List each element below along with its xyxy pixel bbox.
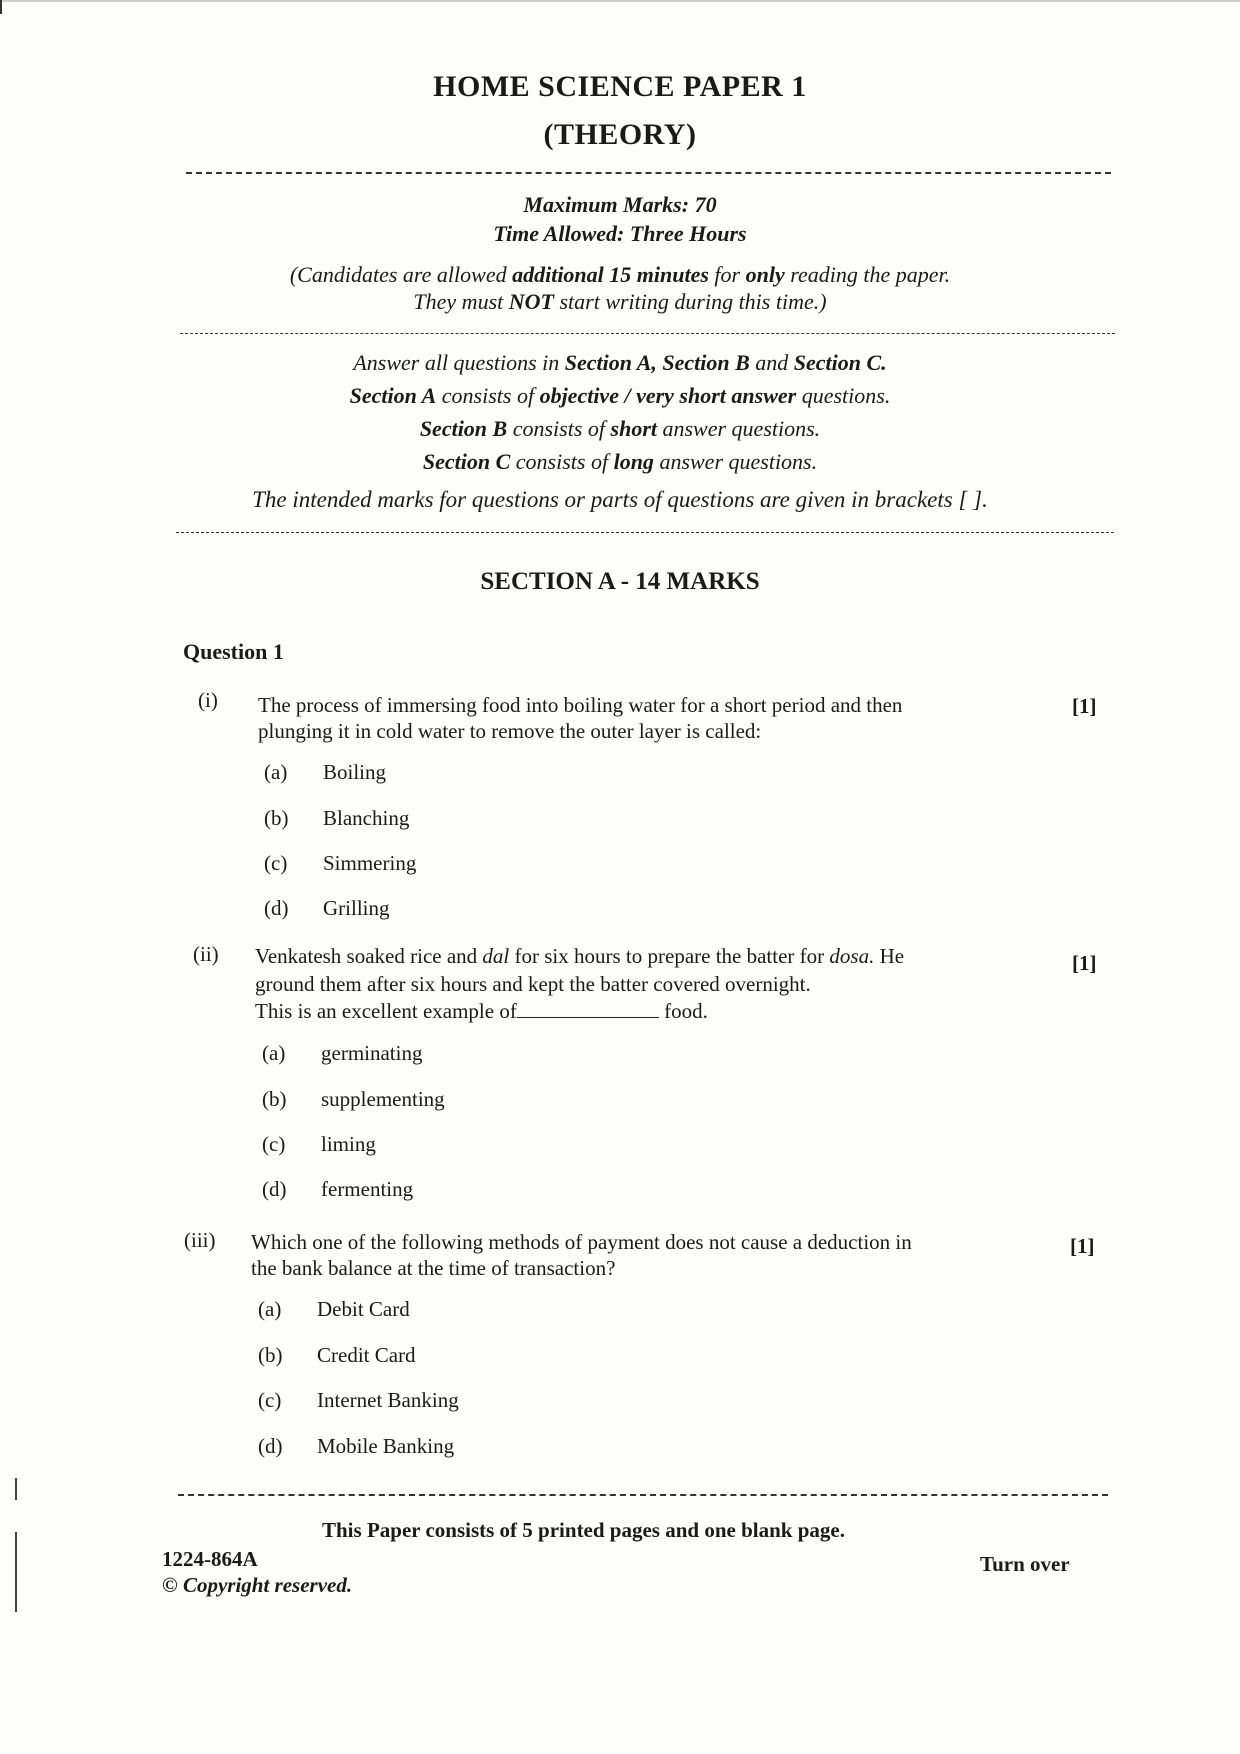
reading-time-line-2 xyxy=(0,289,1240,315)
reading-text-g: NOT xyxy=(508,289,554,314)
instr-3a: Section B xyxy=(419,416,508,441)
part-iii-line-2: the bank balance at the time of transaction? xyxy=(251,1256,616,1280)
option-text: fermenting xyxy=(321,1177,414,1201)
instr-2a: Section A xyxy=(349,383,437,408)
reading-text-a: (Candidates are allowed xyxy=(289,262,513,287)
option-text: Internet Banking xyxy=(317,1388,459,1412)
option-label: (a) xyxy=(258,1297,282,1321)
option-label: (a) xyxy=(262,1041,286,1065)
reading-text-h: start writing during this time.) xyxy=(553,289,827,314)
instr-2d: questions. xyxy=(796,383,891,408)
option-text: supplementing xyxy=(321,1087,445,1111)
instr-1b: Section A, Section B xyxy=(564,350,750,375)
max-marks: Maximum Marks: 70 xyxy=(523,192,717,217)
part-ii-text-f: This is an excellent example of xyxy=(255,999,517,1023)
part-i-line-1: The process of immersing food into boiling water for a short period and then xyxy=(258,693,903,717)
part-ii-line-2: ground them after six hours and kept the batter covered overnight. xyxy=(255,972,811,996)
option-label: (d) xyxy=(258,1434,283,1458)
option-label: (d) xyxy=(262,1177,287,1201)
part-i-number: (i) xyxy=(198,688,218,712)
reading-text-c: for xyxy=(708,262,746,287)
instr-2c: objective / very short answer xyxy=(539,383,797,408)
part-ii-marks: [1] xyxy=(1072,951,1097,975)
option-label: (c) xyxy=(258,1388,282,1412)
reading-text-f: They must xyxy=(413,289,509,314)
part-ii-text-dosa: dosa. xyxy=(829,944,875,968)
option-text: Boiling xyxy=(323,760,387,784)
instr-1d: Section C. xyxy=(793,350,887,375)
option-text: Simmering xyxy=(323,851,417,875)
part-ii-number: (ii) xyxy=(193,942,219,966)
instruction-5: The intended marks for questions or parts of questions are given in brackets [ ]. xyxy=(252,487,988,512)
part-iii-line-1: Which one of the following methods of payment does not cause a deduction in xyxy=(251,1230,912,1254)
divider-1 xyxy=(186,172,1111,174)
divider-3 xyxy=(176,532,1114,533)
option-text: Blanching xyxy=(323,806,410,830)
part-ii-text-c: for six hours to prepare the batter for xyxy=(509,944,830,968)
part-i-line-2: plunging it in cold water to remove the outer layer is called: xyxy=(258,719,762,743)
divider-footer xyxy=(178,1494,1108,1496)
part-ii-line-1 xyxy=(255,943,904,969)
part-ii-text-g: food. xyxy=(658,999,708,1023)
option-text: Mobile Banking xyxy=(317,1434,455,1458)
option-label: (d) xyxy=(264,896,289,920)
option-label: (b) xyxy=(258,1343,283,1367)
part-ii-text-e: He xyxy=(874,944,905,968)
instr-1a: Answer all questions in xyxy=(353,350,565,375)
instruction-4 xyxy=(0,449,1240,475)
instr-4c: long xyxy=(613,449,654,474)
option-label: (b) xyxy=(262,1087,287,1111)
part-iii-marks: [1] xyxy=(1070,1234,1095,1258)
instr-2b: consists of xyxy=(436,383,540,408)
part-ii-text-dal: dal xyxy=(482,944,510,968)
option-text: liming xyxy=(321,1132,376,1156)
page-top-edge xyxy=(0,0,1240,2)
pages-note: This Paper consists of 5 printed pages and one blank page. xyxy=(322,1518,845,1542)
option-label: (c) xyxy=(262,1132,286,1156)
instr-4a: Section C xyxy=(422,449,511,474)
page-left-edge-mark xyxy=(0,0,2,14)
reading-text-e: reading the paper. xyxy=(784,262,951,287)
part-iii-number: (iii) xyxy=(184,1228,216,1252)
option-label: (c) xyxy=(264,851,288,875)
instr-3c: short xyxy=(610,416,657,441)
part-i-marks: [1] xyxy=(1072,694,1097,718)
paper-code: 1224-864A xyxy=(162,1547,258,1571)
instr-3b: consists of xyxy=(507,416,611,441)
section-a-heading: SECTION A - 14 MARKS xyxy=(480,568,760,595)
option-text: Debit Card xyxy=(317,1297,410,1321)
divider-2 xyxy=(180,333,1115,334)
copyright: © Copyright reserved. xyxy=(162,1573,353,1597)
margin-mark-upper xyxy=(15,1478,17,1500)
instr-4d: answer questions. xyxy=(653,449,818,474)
option-text: Credit Card xyxy=(317,1343,416,1367)
turn-over: Turn over xyxy=(980,1552,1070,1576)
reading-text-b: additional 15 minutes xyxy=(512,262,709,287)
option-label: (a) xyxy=(264,760,288,784)
option-text: Grilling xyxy=(323,896,390,920)
instruction-2 xyxy=(0,383,1240,409)
question-1-label: Question 1 xyxy=(183,639,284,664)
reading-time-line-1 xyxy=(0,262,1240,288)
paper-subtitle: (THEORY) xyxy=(543,118,697,151)
option-label: (b) xyxy=(264,806,289,830)
margin-mark-lower xyxy=(15,1532,17,1612)
instr-3d: answer questions. xyxy=(657,416,821,441)
part-ii-line-3 xyxy=(255,998,708,1024)
instruction-3 xyxy=(0,416,1240,442)
paper-title: HOME SCIENCE PAPER 1 xyxy=(433,70,807,103)
instr-1c: and xyxy=(749,350,794,375)
option-text: germinating xyxy=(321,1041,423,1065)
instr-4b: consists of xyxy=(510,449,614,474)
fill-in-blank xyxy=(517,999,659,1018)
time-allowed: Time Allowed: Three Hours xyxy=(493,221,747,246)
instruction-1 xyxy=(0,350,1240,376)
reading-text-d: only xyxy=(745,262,785,287)
part-ii-text-a: Venkatesh soaked rice and xyxy=(255,944,483,968)
